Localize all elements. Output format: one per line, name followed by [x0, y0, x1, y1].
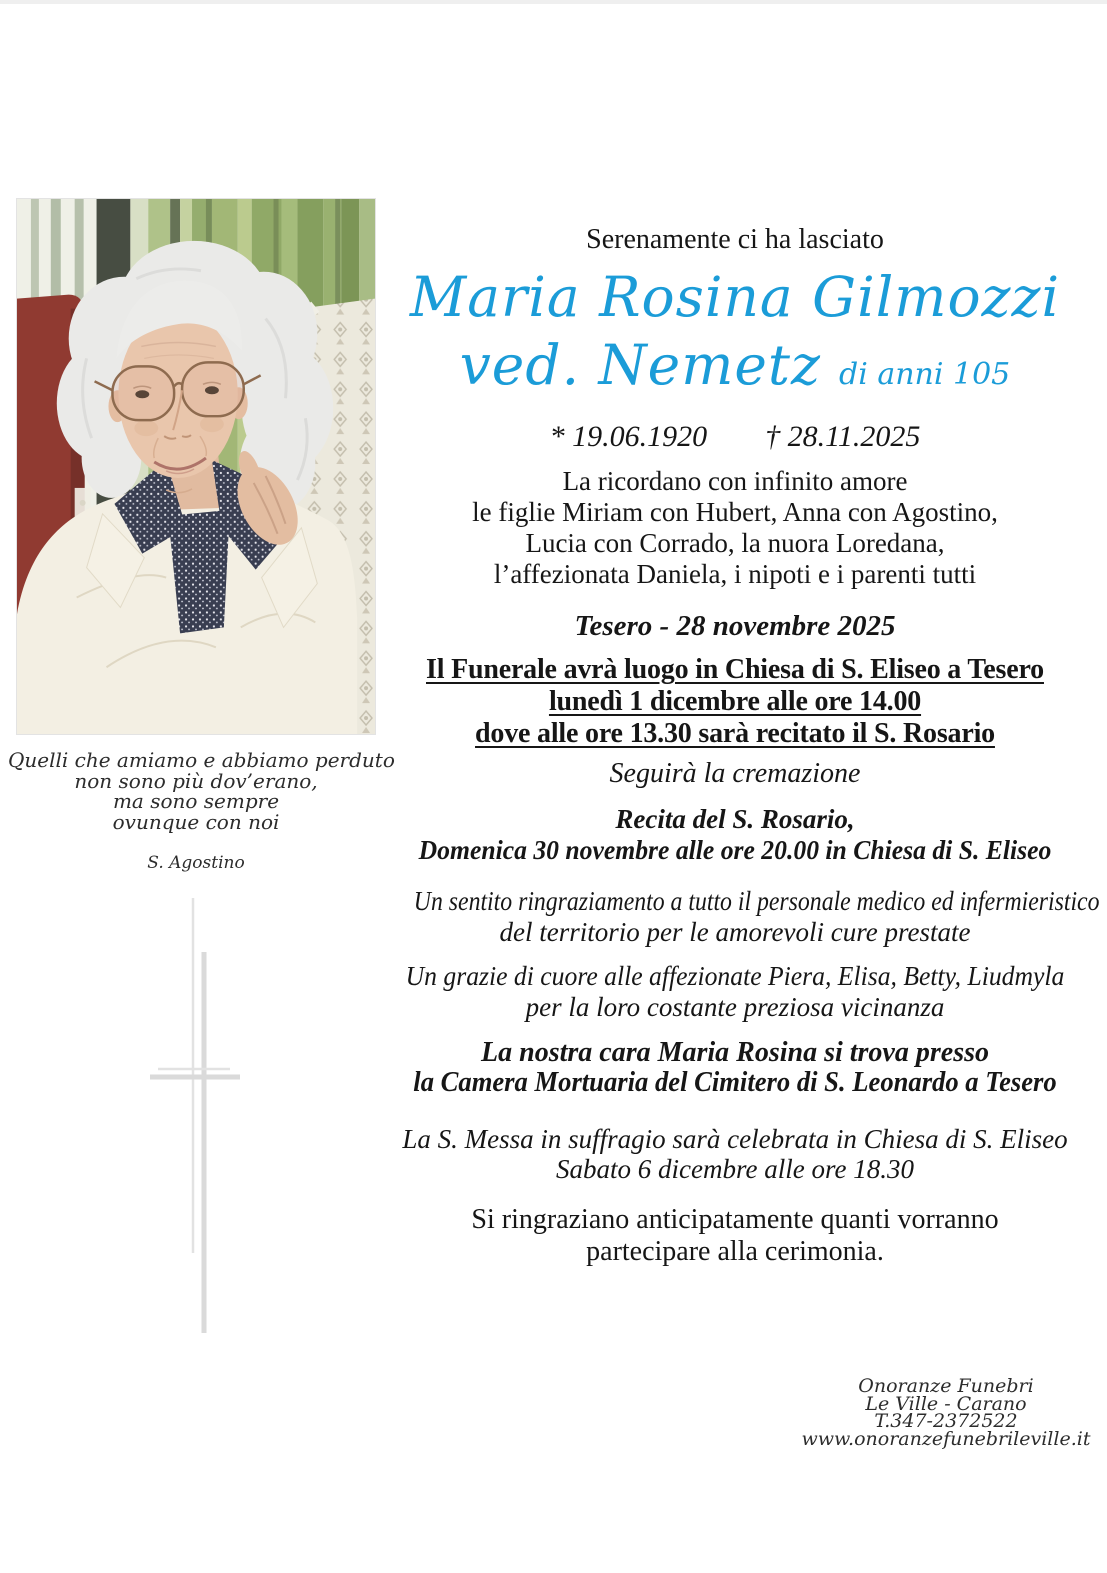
- memorial-quote: [8, 748, 395, 874]
- deceased-name-second-line: [370, 334, 1100, 397]
- mortuary-notice: [370, 1038, 1100, 1098]
- funeral-home-location: Le Ville - Carano: [865, 1392, 1027, 1415]
- portrait-photo: [16, 198, 376, 735]
- funeral-line: lunedì 1 dicembre alle ore 14.00: [548, 686, 922, 717]
- mass-line: La S. Messa in suffragio sarà celebrata in Chiesa di S. Eliseo: [402, 1124, 1068, 1154]
- quote-line: Quelli che amiamo e abbiamo perduto: [8, 748, 395, 772]
- funeral-line: Il Funerale avrà luogo in Chiesa di S. Eliseo a Tesero: [426, 654, 1044, 685]
- thanks-friends: [370, 961, 1100, 1023]
- mortuary-line: la Camera Mortuaria del Cimitero di S. Leonardo a Tesero: [413, 1067, 1057, 1098]
- funeral-home-name: Onoranze Funebri: [858, 1375, 1034, 1397]
- birth-date: * 19.06.1920: [549, 420, 708, 453]
- death-date: † 28.11.2025: [765, 420, 921, 453]
- family-line: La ricordano con infinito amore: [562, 466, 908, 496]
- family-line: l’affezionata Daniela, i nipoti e i parenti tutti: [493, 559, 977, 589]
- closing-line: partecipare alla cerimonia.: [586, 1236, 884, 1267]
- closing-thanks: [370, 1204, 1100, 1268]
- funeral-home-phone: T.347-2372522: [874, 1410, 1018, 1432]
- rosary-line: Recita del S. Rosario,: [615, 804, 855, 834]
- birth-death-dates: [370, 420, 1100, 454]
- family-line: le figlie Miriam con Hubert, Anna con Agostino,: [472, 497, 998, 527]
- cremation-note: Seguirà la cremazione: [609, 758, 861, 789]
- quote-line: ovunque con noi: [112, 809, 280, 834]
- rosary-announcement: [370, 804, 1100, 866]
- funeral-announcement: [370, 654, 1100, 750]
- family-paragraph: [370, 466, 1100, 590]
- thanks-friends-line: per la loro costante preziosa vicinanza: [525, 992, 945, 1022]
- quote-attribution: S. Agostino: [147, 853, 245, 873]
- announcement-column: [370, 0, 1100, 1573]
- rosary-line: Domenica 30 novembre alle ore 20.00 in Chiesa di S. Eliseo: [418, 835, 1052, 865]
- thanks-friends-line: Un grazie di cuore alle affezionate Piera, Elisa, Betty, Liudmyla: [405, 961, 1065, 991]
- funeral-line: dove alle ore 13.30 sarà recitato il S. Rosario: [475, 718, 995, 749]
- cross-watermark: [140, 890, 250, 1340]
- mass-announcement: [370, 1124, 1100, 1184]
- funeral-home-website: www.onoranzefunebrileville.it: [801, 1427, 1091, 1450]
- widow-name: ved. Nemetz: [459, 333, 821, 397]
- age-note: di anni 105: [838, 357, 1011, 392]
- thanks-medical-line: del territorio per le amorevoli cure prestate: [499, 917, 971, 947]
- family-line: Lucia con Corrado, la nuora Loredana,: [525, 528, 945, 558]
- closing-line: Si ringraziano anticipatamente quanti vorranno: [471, 1204, 999, 1235]
- quote-line: ma sono sempre: [112, 789, 280, 813]
- thanks-medical: [370, 886, 1100, 948]
- mortuary-line: La nostra cara Maria Rosina si trova presso: [481, 1037, 989, 1068]
- mass-line: Sabato 6 dicembre alle ore 18.30: [556, 1154, 914, 1184]
- quote-line: non sono più dov’erano,: [74, 768, 318, 793]
- intro-line: Serenamente ci ha lasciato: [586, 224, 884, 255]
- thanks-medical-line: Un sentito ringraziamento a tutto il personale medico ed infermieristico: [413, 886, 1100, 916]
- portrait-photo-illustration: [17, 199, 375, 734]
- place-and-date: Tesero - 28 novembre 2025: [574, 610, 896, 642]
- deceased-name: Maria Rosina Gilmozzi: [409, 265, 1061, 329]
- funeral-home-info: [796, 1375, 1096, 1450]
